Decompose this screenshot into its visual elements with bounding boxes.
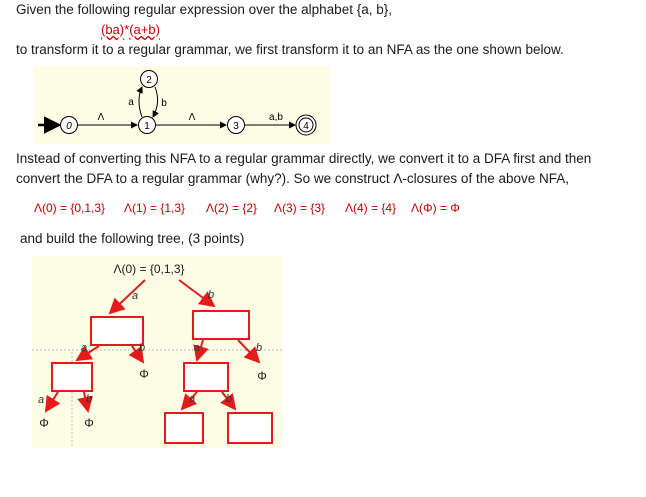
closure-4: Λ(4) = {4} xyxy=(345,201,397,215)
edge-aa-a-label: a xyxy=(38,394,45,406)
tree-box-a[interactable] xyxy=(91,317,143,345)
dfa-tree xyxy=(32,256,282,448)
build-tree-text: and build the following tree, (3 points) xyxy=(20,231,245,246)
edge-2-1-label: b xyxy=(161,98,167,109)
closure-1: Λ(1) = {1,3} xyxy=(124,201,186,215)
state-1 xyxy=(139,117,156,134)
edge-2-1 xyxy=(153,87,158,117)
paragraph-line-1: Instead of converting this NFA to a regular grammar directly, we convert it to a DFA first and then xyxy=(16,151,592,166)
edge-b-b-label: b xyxy=(256,342,263,354)
state-2-label: 2 xyxy=(146,75,152,86)
nfa-diagram xyxy=(34,66,330,144)
edge-b-a-label: a xyxy=(194,342,201,354)
intro-line-1: Given the following regular expression over the alphabet {a, b}, xyxy=(16,2,392,17)
closure-phi: Λ(Φ) = Φ xyxy=(411,201,460,215)
phi-aa-a: Φ xyxy=(39,416,49,430)
closure-2: Λ(2) = {2} xyxy=(206,201,258,215)
phi-a-b: Φ xyxy=(139,367,149,381)
state-3-label: 3 xyxy=(233,121,239,132)
edge-1-2-label: a xyxy=(128,97,134,108)
edge-a-b-label: b xyxy=(139,342,146,354)
regular-expression xyxy=(101,22,160,37)
tree-box-aa[interactable] xyxy=(52,363,92,391)
tree-root-label: Λ(0) = {0,1,3} xyxy=(113,262,185,276)
edge-ba-b-label: b xyxy=(226,393,233,405)
edge-1-2 xyxy=(139,87,142,117)
closure-0: Λ(0) = {0,1,3} xyxy=(34,201,106,215)
tree-box-ba[interactable] xyxy=(184,363,228,391)
tree-box-b[interactable] xyxy=(193,311,249,339)
state-0-label: 0 xyxy=(66,121,72,132)
edge-root-a xyxy=(110,280,145,313)
edge-aa-a xyxy=(46,392,58,411)
state-1-label: 1 xyxy=(144,121,150,132)
edge-a-a-label: a xyxy=(81,342,88,354)
phi-b-b: Φ xyxy=(257,369,267,383)
state-4-final xyxy=(296,115,316,135)
tree-panel xyxy=(32,256,282,448)
edge-root-a-label: a xyxy=(132,290,139,302)
edge-3-4-label: a,b xyxy=(269,112,283,123)
expr-star: * xyxy=(124,22,130,37)
closure-3: Λ(3) = {3} xyxy=(274,201,326,215)
paragraph-line-2: convert the DFA to a regular grammar (why?). So we construct Λ-closures of the above NFA, xyxy=(16,171,569,186)
expr-ba: (ba) xyxy=(101,22,125,37)
state-2 xyxy=(141,71,158,88)
state-3 xyxy=(228,117,245,134)
tree-box-baa[interactable] xyxy=(165,413,203,443)
edge-0-1-label: Λ xyxy=(97,112,105,123)
edge-ba-a-label: a xyxy=(189,393,196,405)
edge-aa-b-label: b xyxy=(86,393,93,405)
nfa-panel xyxy=(34,66,330,144)
tree-box-bab[interactable] xyxy=(228,413,272,443)
state-4-label: 4 xyxy=(303,121,309,132)
edge-root-b-label: b xyxy=(208,289,215,301)
expr-a-plus-b: (a+b) xyxy=(129,22,160,37)
edge-1-3-label: Λ xyxy=(188,112,196,123)
state-0 xyxy=(61,117,78,134)
intro-line-2: to transform it to a regular grammar, we first transform it to an NFA as the one shown below. xyxy=(16,42,564,57)
phi-aa-b: Φ xyxy=(84,416,94,430)
